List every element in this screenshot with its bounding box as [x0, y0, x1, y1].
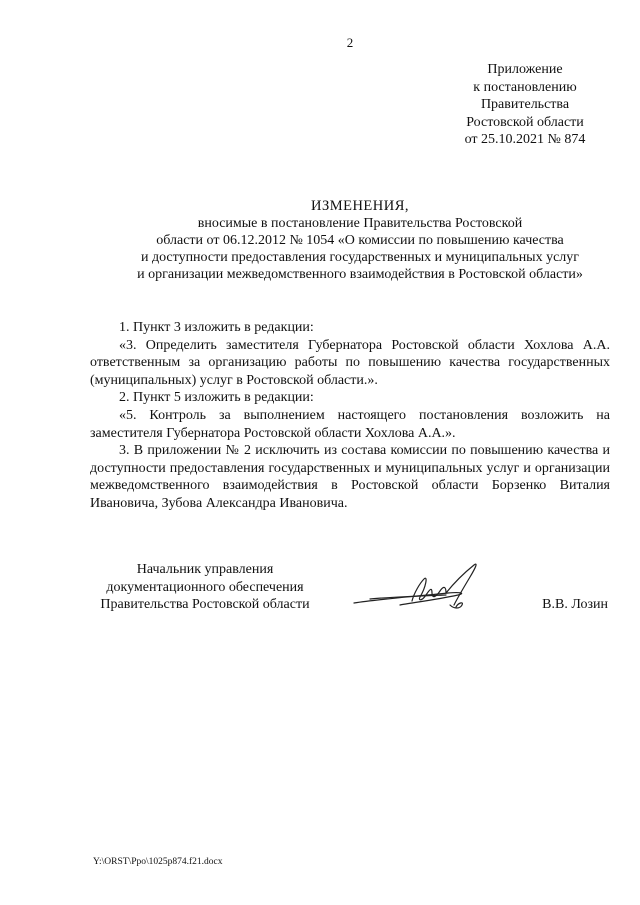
document-title: [80, 198, 640, 283]
body-paragraph: «5. Контроль за выполнением настоящего постановления возложить на заместителя Губернатора Ростовской области Хохлова А.А.».: [90, 407, 610, 441]
title-line: вносимые в постановление Правительства Ростовской: [197, 216, 523, 231]
signatory-title-line: Правительства Ростовской области: [100, 597, 310, 613]
appendix-line: Правительства: [480, 97, 570, 112]
page-number: 2: [346, 35, 354, 50]
signatory-name: В.В. Лозин: [542, 597, 608, 612]
document-body: [90, 319, 610, 513]
body-paragraph: 2. Пункт 5 изложить в редакции:: [119, 390, 314, 406]
signature-block: [90, 561, 610, 621]
signatory-title-line: Начальник управления: [136, 562, 274, 577]
title-line: области от 06.12.2012 № 1054 «О комиссии по повышению качества: [156, 233, 564, 248]
appendix-line: Ростовской области: [466, 114, 584, 130]
appendix-block: [430, 61, 620, 149]
title-heading: ИЗМЕНЕНИЯ,: [310, 198, 410, 214]
body-paragraph: 1. Пункт 3 изложить в редакции:: [119, 320, 314, 335]
title-line: и доступности предоставления государственных и муниципальных услуг: [140, 250, 580, 265]
file-path: Y:\ORST\Ppo\1025p874.f21.docx: [93, 857, 223, 867]
appendix-line: Приложение: [487, 62, 563, 77]
appendix-line: к постановлению: [473, 79, 577, 95]
appendix-line: от 25.10.2021 № 874: [464, 132, 586, 147]
signatory-title-line: документационного обеспечения: [106, 579, 304, 595]
body-paragraph: 3. В приложении № 2 исключить из состава комиссии по повышению качества и доступности предоставления государственных и муниципальных услуг и организации межведомственного взаимодействия в Ростовской области Борзенко Виталия Ивановича, Зубова Александра Ивановича.: [90, 443, 610, 511]
signatory-title: [90, 561, 320, 614]
handwritten-signature-icon: [350, 559, 510, 619]
title-line: и организации межведомственного взаимодействия в Ростовской области»: [137, 267, 583, 282]
body-paragraph: «3. Определить заместителя Губернатора Ростовской области Хохлова А.А. ответственным за организацию работы по повышению качества государственных (муниципальных) услуг в Ростовской области.».: [90, 337, 610, 388]
